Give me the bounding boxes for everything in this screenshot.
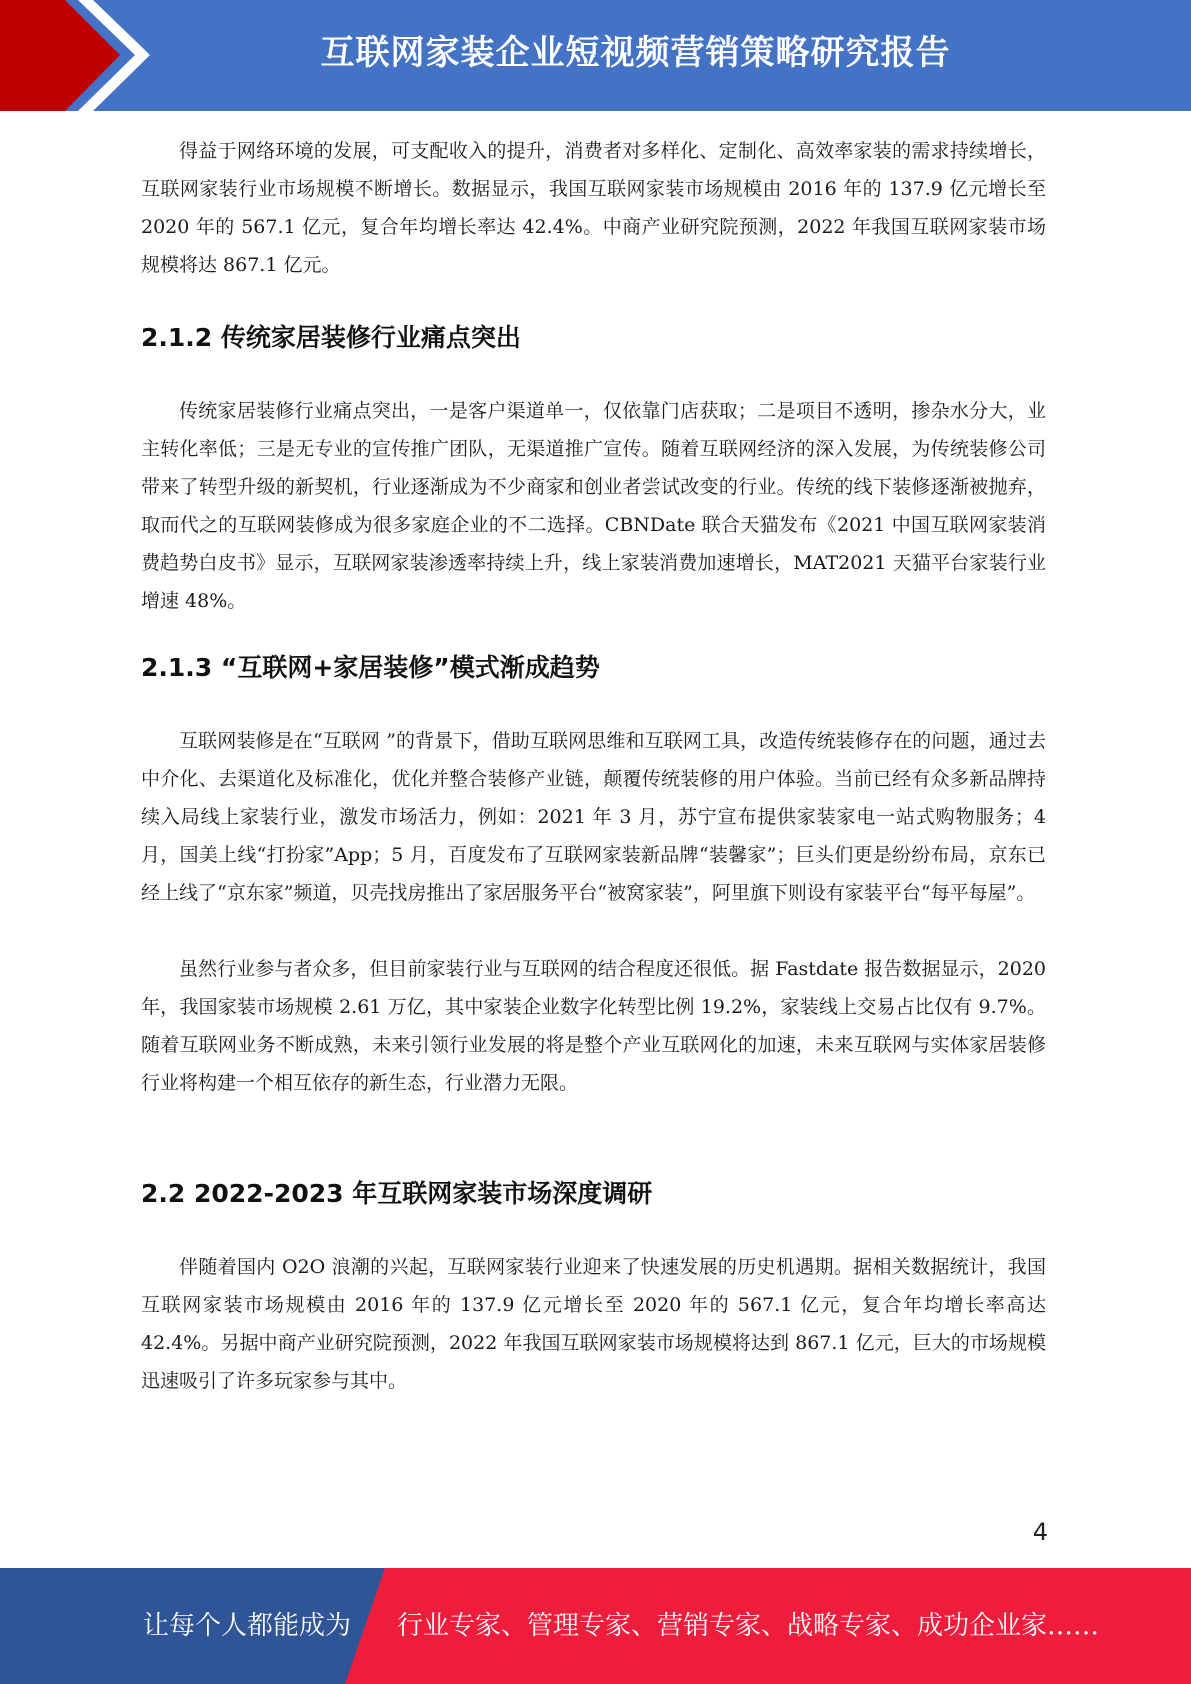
page-header xyxy=(0,0,1191,111)
heading-2-1-2: 2.1.2 传统家居装修行业痛点突出 xyxy=(141,323,521,352)
paragraph-industry-pain-points: 传统家居装修行业痛点突出，一是客户渠道单一，仅依靠门店获取；二是项目不透明，掺杂水分大，业主转化率低；三是无专业的宣传推广团队，无渠道推广宣传。随着互联网经济的深入发展，为传统装修公司带来了转型升级的新契机，行业逐渐成为不少商家和创业者尝试改变的行业。传统的线下装修逐渐被抛弃，取而代之的互联网装修成为很多家庭企业的不二选择。CBNDate 联合天猫发布《2021 中国互联网家装消费趋势白皮书》显示，互联网家装渗透率持续上升，线上家装消费加速增长，MAT2021 天猫平台家装行业增速 48%。 xyxy=(141,400,1046,612)
paragraph-o2o-wave: 伴随着国内 O2O 浪潮的兴起，互联网家装行业迎来了快速发展的历史机遇期。据相关数据统计，我国互联网家装市场规模由 2016 年的 137.9 亿元增长至 2020 年的 567.1 亿元，复合年均增长率高达 42.4%。另据中商产业研究院预测，2022 年我国互联网家装市场规模将达到 867.1 亿元，巨大的市场规模迅速吸引了许多玩家参与其中。 xyxy=(141,1256,1046,1392)
heading-2-2: 2.2 2022-2023 年互联网家装市场深度调研 xyxy=(141,1179,653,1208)
paragraph-industry-potential: 虽然行业参与者众多，但目前家装行业与互联网的结合程度还很低。据 Fastdate 报告数据显示，2020 年，我国家装市场规模 2.61 万亿，其中家装企业数字化转型比例 19.2%，家装线上交易占比仅有 9.7%。随着互联网业务不断成熟，未来引领行业发展的将是整个产业互联网化的加速，未来互联网与实体家居装修行业将构建一个相互依存的新生态，行业潜力无限。 xyxy=(141,958,1046,1094)
page-number: 4 xyxy=(1032,1518,1048,1546)
report-title: 互联网家装企业短视频营销策略研究报告 xyxy=(320,33,951,73)
main-content xyxy=(141,132,1046,1400)
paragraph-internet-decoration: 互联网装修是在“互联网 ”的背景下，借助互联网思维和互联网工具，改造传统装修存在的问题，通过去中介化、去渠道化及标准化，优化并整合装修产业链，颠覆传统装修的用户体验。当前已经有众多新品牌持续入局线上家装行业，激发市场活力，例如：2021 年 3 月，苏宁宣布提供家装家电一站式购物服务；4 月，国美上线“打扮家”App；5 月，百度发布了互联网家装新品牌“装馨家”；巨头们更是纷纷布局，京东已经上线了“京东家”频道，贝壳找房推出了家居服务平台“被窝家装”，阿里旗下则设有家装平台“每平每屋”。 xyxy=(141,730,1046,904)
footer-slogan-right: 行业专家、管理专家、营销专家、战略专家、成功企业家…… xyxy=(397,1611,1100,1641)
paragraph-market-growth: 得益于网络环境的发展，可支配收入的提升，消费者对多样化、定制化、高效率家装的需求持续增长，互联网家装行业市场规模不断增长。数据显示，我国互联网家装市场规模由 2016 年的 137.9 亿元增长至 2020 年的 567.1 亿元，复合年均增长率达 42.4%。中商产业研究院预测，2022 年我国互联网家装市场规模将达 867.1 亿元。 xyxy=(141,140,1046,276)
heading-2-1-3: 2.1.3 “互联网+家居装修”模式渐成趋势 xyxy=(141,653,600,682)
footer-slogan-left: 让每个人都能成为 xyxy=(143,1611,352,1641)
page-footer xyxy=(0,1568,1191,1684)
